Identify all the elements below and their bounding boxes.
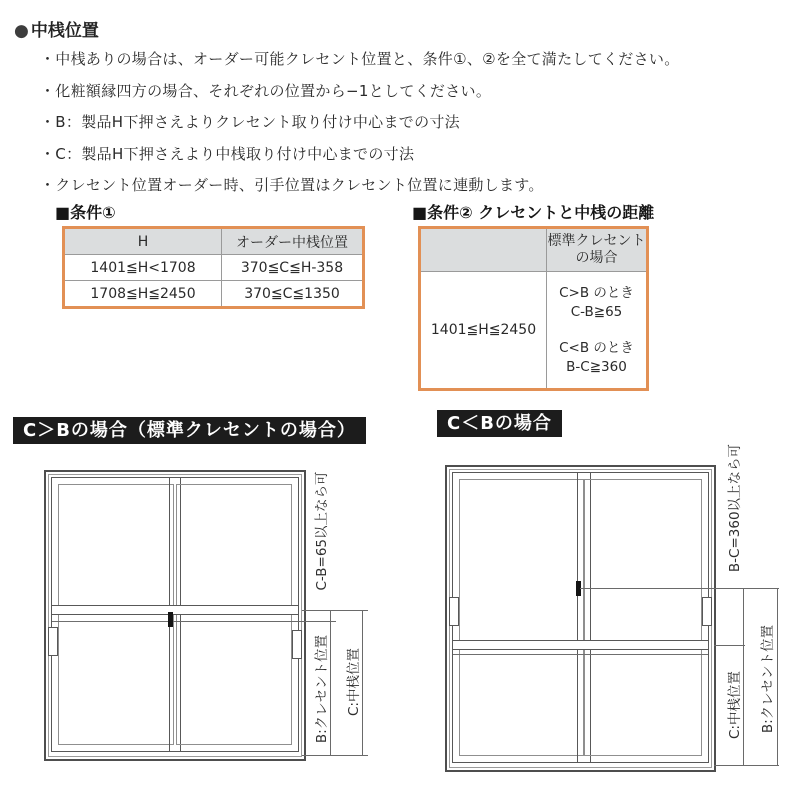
condition1-table [62,226,365,309]
condition1-heading: ■条件① [55,203,116,222]
window-diagram-right [445,465,716,772]
table-cell: 1401≦H≦2450 [420,272,547,390]
condition2-heading: ■条件② クレセントと中桟の距離 [412,203,655,222]
table-cell: 1708≦H≦2450 [64,281,222,308]
table-row [64,255,364,281]
pull-handle-right-icon [292,630,302,659]
table-row [420,272,648,390]
dimension-label-crescent-left: B:クレセント位置 [314,634,330,744]
note-line-2: ・化粧額縁四方の場合、それぞれの位置から−1としてください。 [40,82,492,100]
page-title-text: 中桟位置 [30,21,99,41]
case-gap [547,322,646,339]
mid-rail-lower-line [453,654,708,655]
crescent-lock-mark [168,612,173,627]
table-cell: 370≦C≦H-358 [222,255,364,281]
mid-rail [453,640,708,650]
mid-rail [52,605,298,615]
table-header-cell-empty [420,228,547,272]
pull-handle-left-icon [48,627,58,656]
pull-handle-left-icon [449,597,459,626]
window-diagram-left [44,470,306,761]
sash-panel-left [452,472,591,763]
table-header-cell: H [64,228,222,255]
pull-handle-right-icon [702,597,712,626]
dimension-line-crescent-level-left [174,621,336,622]
case-title-left: C＞Bの場合（標準クレセントの場合） [13,417,366,444]
dimension-label-crescent-right: B:クレセント位置 [760,624,776,734]
table-header-row [64,228,364,255]
case-text: C>B のとき [559,284,634,301]
note-line-1: ・中桟ありの場合は、オーダー可能クレセント位置と、条件①、②を全て満たしてください。 [40,50,680,68]
dimension-line-crescent-level-right [580,588,779,589]
table-header-cell [547,228,648,272]
sash-panel-right [577,472,709,763]
glass-pane [584,479,702,756]
header-line: 標準クレセント [547,233,646,249]
table-cell: 370≦C≦1350 [222,281,364,308]
case-text: C-B≧65 [570,303,623,320]
table-row [64,281,364,308]
table-header-row [420,228,648,272]
table-cell [547,272,648,390]
note-line-5: ・クレセント位置オーダー時、引手位置はクレセント位置に連動します。 [40,176,544,194]
dimension-label-diff-left: C-B=65以上なら可 [314,471,330,591]
header-line: の場合 [575,250,618,266]
case-text: C<B のとき [559,339,634,356]
dimension-label-rail-left: C:中桟位置 [346,648,362,716]
table-cell: 1401≦H<1708 [64,255,222,281]
dimension-line-midrail-level-right [714,645,745,646]
case-text: B-C≧360 [566,358,627,375]
note-line-4: ・C：製品H下押さえより中桟取り付け中心までの寸法 [40,145,415,163]
glass-pane [459,479,584,756]
dimension-label-diff-right: B-C=360以上なら可 [727,443,743,573]
case-title-right: C＜Bの場合 [437,410,562,437]
dimension-line-bottom-right [714,765,779,766]
dimension-line-midrail-level-left [302,610,368,611]
dimension-line-bottom-left [302,755,368,756]
page-title [14,16,99,41]
section-bullet-icon: ● [14,21,29,41]
table-header-cell: オーダー中桟位置 [222,228,364,255]
note-line-3: ・B：製品H下押さえよりクレセント取り付け中心までの寸法 [40,113,460,131]
dimension-label-rail-right: C:中桟位置 [727,671,743,739]
condition2-table [418,226,649,391]
